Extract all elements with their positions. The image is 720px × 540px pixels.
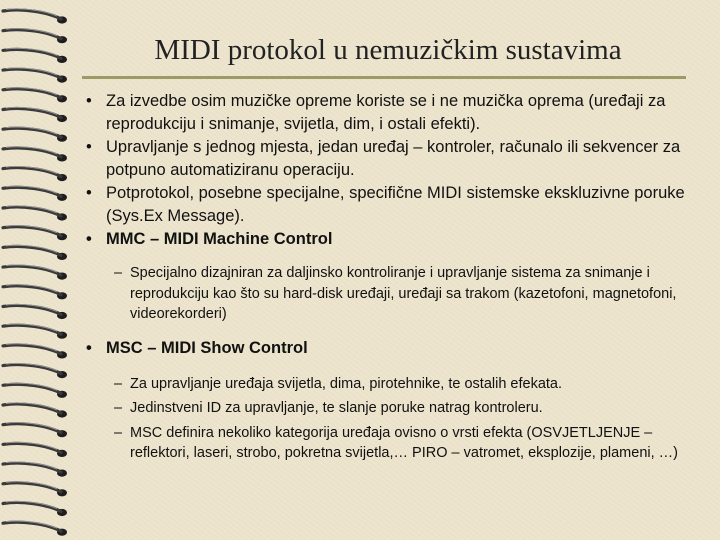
bullet-text: MMC – MIDI Machine Control — [106, 230, 333, 248]
spiral-binding-icon — [0, 0, 80, 540]
bullet-text: Potprotokol, posebne specijalne, specifične MIDI sistemske ekskluzivne poruke (Sys.Ex Message). — [106, 184, 685, 225]
title-underline — [82, 76, 686, 79]
bullet-item-heading — [86, 337, 698, 360]
sub-bullet-item — [86, 374, 698, 395]
bullet-item — [86, 182, 698, 228]
sub-bullet-text: Za upravljanje uređaja svijetla, dima, pirotehnike, te ostalih efekata. — [130, 375, 563, 392]
slide-content — [86, 90, 698, 464]
slide-title: MIDI protokol u nemuzičkim sustavima — [154, 34, 622, 66]
dash-marker: – — [114, 400, 123, 416]
dash-marker: – — [114, 424, 123, 441]
bullet-marker: • — [86, 92, 92, 110]
sub-bullet-text: Specijalno dizajniran za daljinsko kontroliranje i upravljanje sistema za snimanje i reprodukciju kao što su hard-disk uređaji, uređaji sa trakom (kazetofoni, magnetofoni, videorekorderi) — [130, 265, 677, 322]
bullet-item — [86, 90, 698, 136]
bullet-item — [86, 136, 698, 182]
bullet-marker: • — [86, 230, 92, 248]
dash-marker: – — [114, 375, 123, 392]
sub-bullet-item — [86, 263, 698, 325]
sub-bullet-item — [86, 398, 698, 419]
sub-bullet-item — [86, 423, 698, 464]
bullet-marker: • — [86, 338, 92, 357]
bullet-item-heading — [86, 228, 698, 251]
bullet-text: Upravljanje s jednog mjesta, jedan uređaj – kontroler, računalo ili sekvencer za potpuno automatiziranu operaciju. — [106, 138, 681, 179]
bullet-text: Za izvedbe osim muzičke opreme koriste se i ne muzička oprema (uređaji za reprodukciju i snimanje, svijetla, dim, i ostali efekti). — [106, 92, 666, 133]
sub-bullet-text: MSC definira nekoliko kategorija uređaja ovisno o vrsti efekta (OSVJETLJENJE – reflektori, laseri, strobo, pokretna svijetla,… PIRO – vatromet, eksplozije, plameni, …) — [130, 424, 678, 461]
bullet-marker: • — [86, 184, 92, 202]
dash-marker: – — [114, 265, 123, 281]
sub-bullet-text: Jedinstveni ID za upravljanje, te slanje poruke natrag kontroleru. — [130, 400, 543, 416]
bullet-text: MSC – MIDI Show Control — [106, 338, 308, 357]
bullet-marker: • — [86, 138, 92, 156]
